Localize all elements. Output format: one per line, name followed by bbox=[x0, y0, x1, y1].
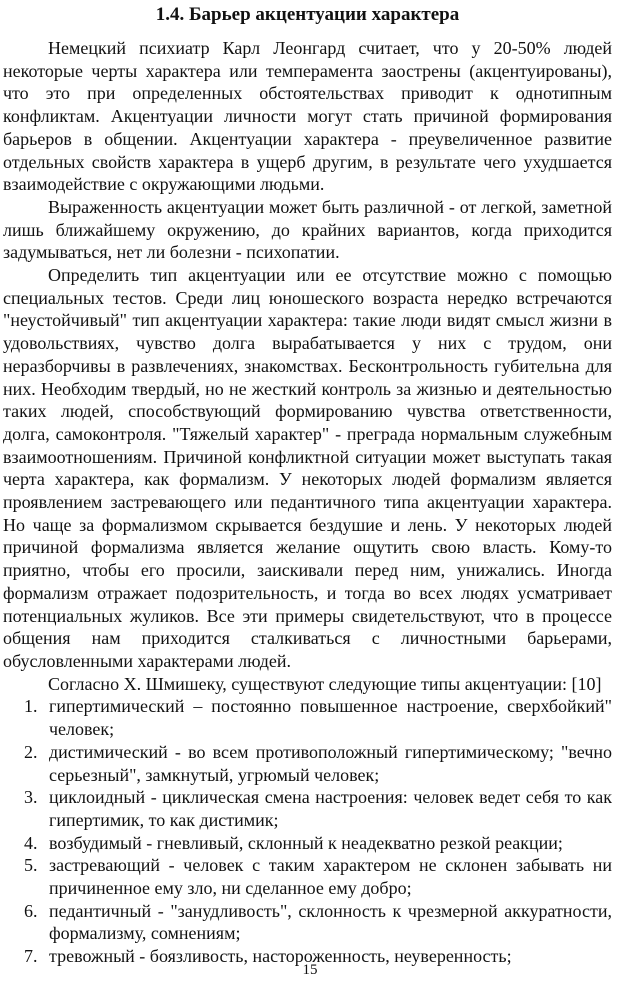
list-item-number: 7. bbox=[24, 946, 38, 967]
list-item bbox=[3, 695, 612, 740]
list-item bbox=[3, 854, 612, 899]
list-item-number: 1. bbox=[24, 696, 38, 717]
list-item-text: застревающий - человек с таким характером не склонен забывать ни причиненное ему зло, ни сделанное ему добро; bbox=[49, 855, 612, 899]
list-item-number: 6. bbox=[24, 900, 38, 921]
list-item-number: 2. bbox=[24, 741, 38, 762]
list-item-text: циклоидный - циклическая смена настроения: человек ведет себя то как гипертимик, то как дистимик; bbox=[49, 787, 612, 830]
paragraph: Согласно Х. Шмишеку, существуют следующие типы акцентуации: [10] bbox=[48, 673, 602, 694]
list-item bbox=[3, 786, 612, 831]
paragraph: Выраженность акцентуации может быть различной - от легкой, заметной лишь ближайшему окружению, до крайних вариантов, когда приходится задумываться, нет ли болезни - психопатии. bbox=[3, 196, 612, 263]
list-item-text: дистимический - во всем противоположный гипертимическому; "вечно серьезный", замкнутый, угрюмый человек; bbox=[49, 741, 612, 785]
list-item-number: 5. bbox=[24, 855, 38, 876]
list-item-text: возбудимый - гневливый, склонный к неадекватно резкой реакции; bbox=[49, 832, 563, 853]
list-item-number: 3. bbox=[24, 787, 38, 808]
list-item-text: гипертимический – постоянно повышенное настроение, сверхбойкий" человек; bbox=[49, 696, 612, 740]
list-item-text: педантичный - "занудливость", склонность к чрезмерной аккуратности, формализму, сомнениям; bbox=[49, 900, 612, 944]
list-item-number: 4. bbox=[24, 832, 38, 853]
section-title: 1.4. Барьер акцентуации характера bbox=[155, 4, 460, 25]
accentuation-types-list bbox=[3, 695, 612, 967]
list-item bbox=[3, 900, 612, 945]
list-item-text: тревожный - боязливость, настороженность, неуверенность; bbox=[49, 946, 512, 967]
paragraph: Определить тип акцентуации или ее отсутствие можно с помощью специальных тестов. Среди лиц юношеского возраста нередко встречаются "неустойчивый" тип акцентуации характера: такие люди видят смысл жизни в удовольствиях, чувство долга вырабатывается у них с трудом, они неразборчивы в развлечениях, знакомствах. Бесконтрольность губительна для них. Необходим твердый, но не жесткий контроль за жизнью и деятельностью таких людей, способствующий формированию чувства ответственности, долга, самоконтроля. "Тяжелый характер" - преграда нормальным служебным взаимоотношениям. Причиной конфликтной ситуации может выступать такая черта характера, как формализм. У некоторых людей формализм является проявлением застревающего или педантичного типа акцентуации характера. Но чаще за формализмом скрывается бездушие и лень. У некоторых людей причиной формализма является желание ощутить свою власть. Кому-то приятно, чтобы его просили, заискивали перед ним, унижались. Иногда формализм отражает подозрительность, и тогда во всех людях усматривает потенциальных жуликов. Все эти примеры свидетельствуют, что в процессе общения нам приходится сталкиваться с личностными барьерами, обусловленными характерами людей. bbox=[3, 265, 612, 671]
page-number: 15 bbox=[302, 962, 318, 978]
paragraph: Немецкий психиатр Карл Леонгард считает, что у 20-50% людей некоторые черты характера или темперамента заострены (акцентуированы), что это при определенных обстоятельствах приводит к однотипным конфликтам. Акцентуации личности могут стать причиной формирования барьеров в общении. Акцентуации характера - преувеличенное развитие отдельных свойств характера в ущерб другим, в результате чего ухудшается взаимодействие с окружающими людьми. bbox=[3, 38, 612, 195]
list-item bbox=[3, 832, 612, 855]
list-item bbox=[3, 741, 612, 786]
